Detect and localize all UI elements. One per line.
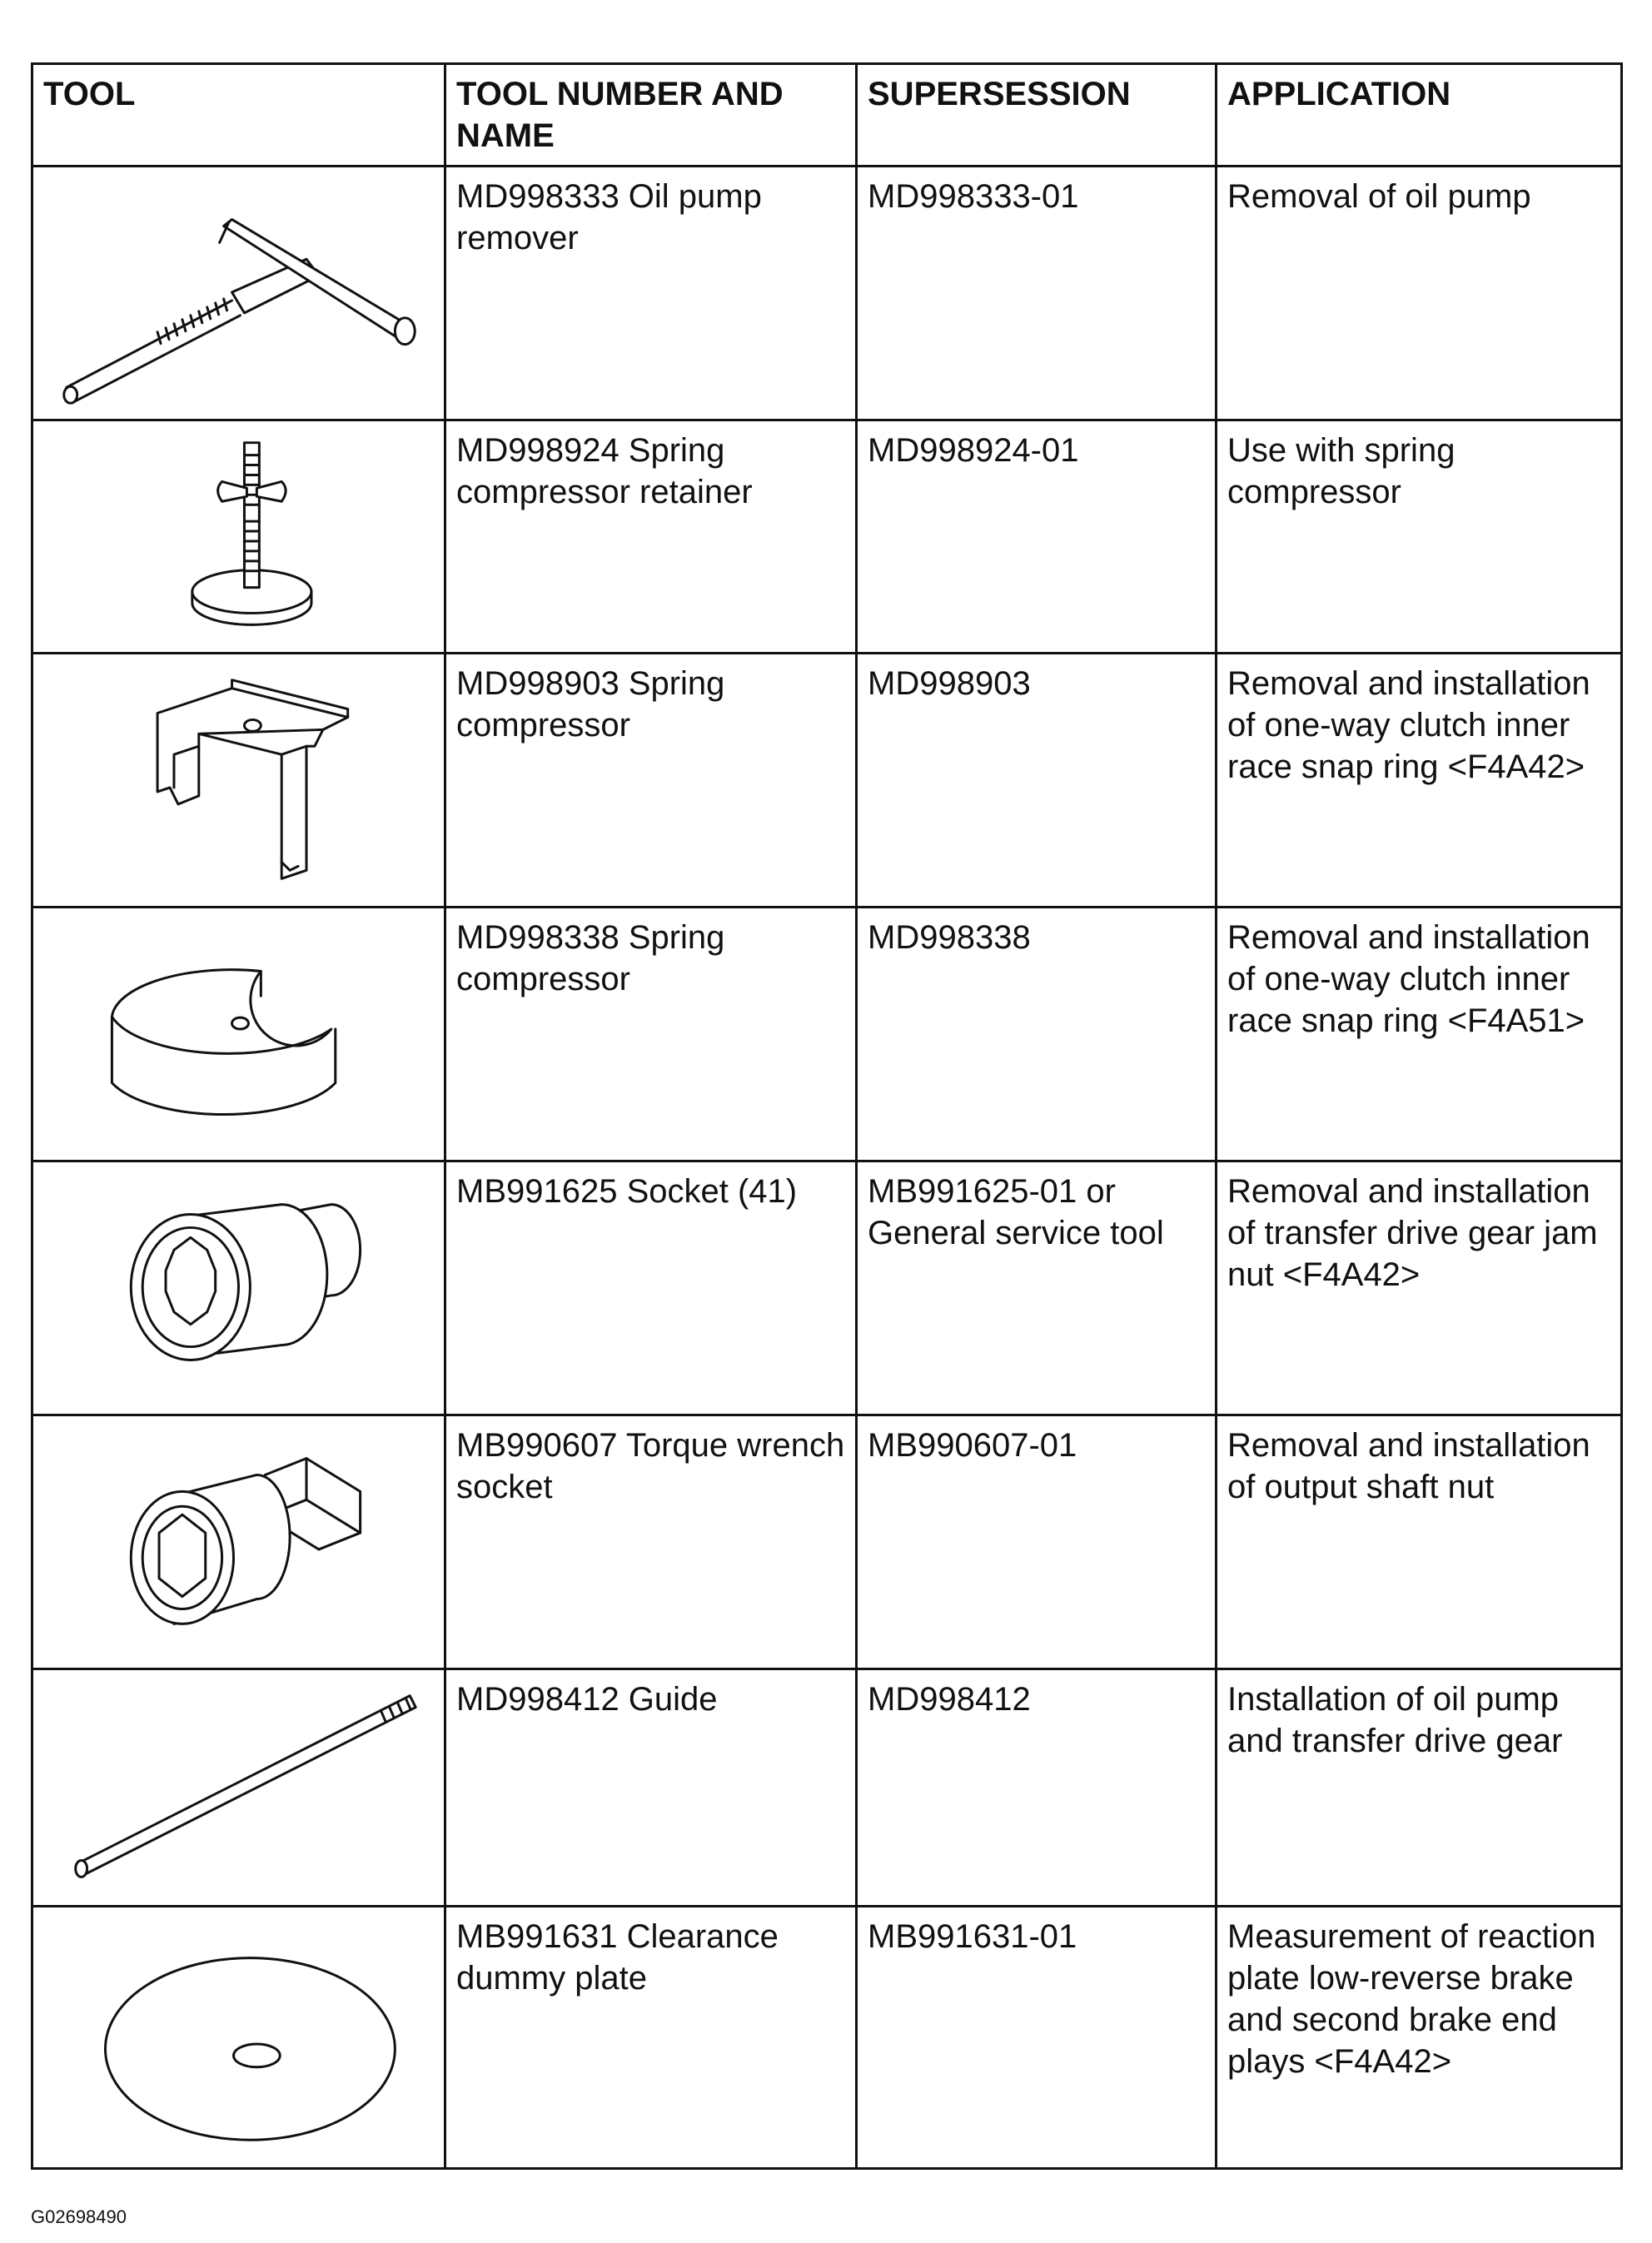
tool-application: Installation of oil pump and transfer drive gear [1217,1669,1622,1907]
tool-name: MB991631 Clearance dummy plate [445,1907,857,2169]
table-row [32,420,1622,654]
tool-name: MD998924 Spring compressor retainer [445,420,857,654]
table-row [32,908,1622,1161]
tool-supersession: MB990607-01 [857,1415,1217,1669]
tool-supersession: MB991631-01 [857,1907,1217,2169]
spring-compressor-bracket-tool-icon [32,654,445,908]
tool-application: Removal of oil pump [1217,167,1622,420]
tool-supersession: MD998338 [857,908,1217,1161]
tool-name: MD998338 Spring compressor [445,908,857,1161]
table-row [32,654,1622,908]
guide-rod-tool-icon [32,1669,445,1907]
tool-supersession: MD998412 [857,1669,1217,1907]
tool-supersession: MD998924-01 [857,420,1217,654]
tool-application: Removal and installation of output shaft nut [1217,1415,1622,1669]
table-header-row [32,64,1622,167]
tool-application: Use with spring compressor [1217,420,1622,654]
tool-name: MB990607 Torque wrench socket [445,1415,857,1669]
socket-tool-icon [32,1161,445,1415]
tool-application: Removal and installation of one-way clutch inner race snap ring <F4A42> [1217,654,1622,908]
tool-name: MD998412 Guide [445,1669,857,1907]
figure-id: G02698490 [31,2206,127,2227]
tool-supersession: MD998333-01 [857,167,1217,420]
tool-name: MD998903 Spring compressor [445,654,857,908]
torque-wrench-socket-tool-icon [32,1415,445,1669]
oil-pump-remover-tool-icon [32,167,445,420]
header-tool: TOOL [32,64,445,167]
tool-name: MB991625 Socket (41) [445,1161,857,1415]
header-application: APPLICATION [1217,64,1622,167]
table-row [32,1415,1622,1669]
header-tool-number-and-name: TOOL NUMBER AND NAME [445,64,857,167]
table-row [32,1669,1622,1907]
special-tools-table [31,62,1623,2170]
header-supersession: SUPERSESSION [857,64,1217,167]
table-row [32,167,1622,420]
tool-supersession: MB991625-01 or General service tool [857,1161,1217,1415]
spring-compressor-retainer-tool-icon [32,420,445,654]
table-row [32,1907,1622,2169]
tool-name: MD998333 Oil pump remover [445,167,857,420]
table-row [32,1161,1622,1415]
tool-application: Measurement of reaction plate low-reverse brake and second brake end plays <F4A42> [1217,1907,1622,2169]
spring-compressor-disc-tool-icon [32,908,445,1161]
tool-application: Removal and installation of one-way clutch inner race snap ring <F4A51> [1217,908,1622,1161]
tool-supersession: MD998903 [857,654,1217,908]
tool-application: Removal and installation of transfer drive gear jam nut <F4A42> [1217,1161,1622,1415]
clearance-dummy-plate-tool-icon [32,1907,445,2169]
